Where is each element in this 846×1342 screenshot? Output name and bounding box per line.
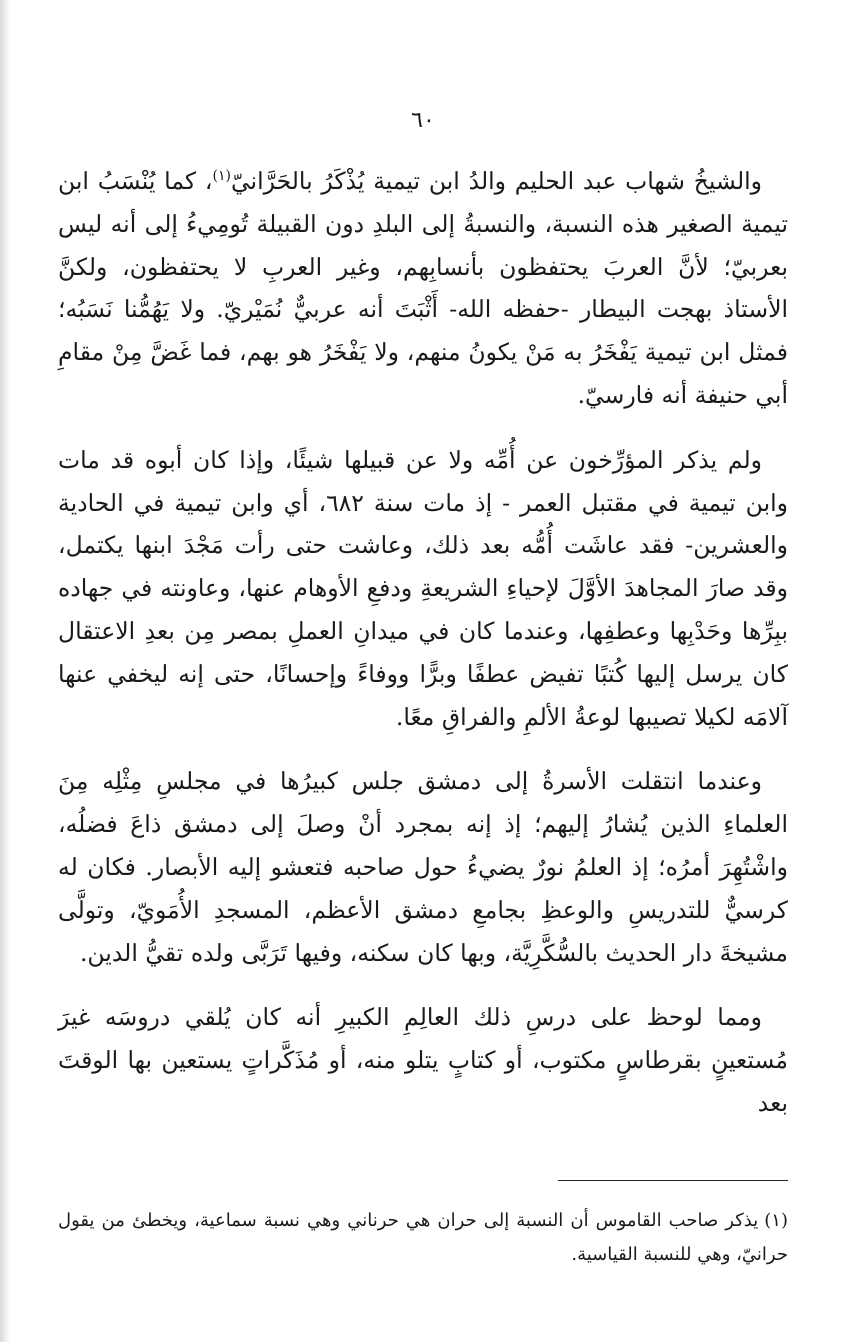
page-number: ٦٠ <box>411 108 435 133</box>
paragraph-1 <box>58 160 788 417</box>
paragraph-2: ولم يذكر المؤرِّخون عن أُمِّه ولا عن قبيلها شيئًا، وإذا كان أبوه قد مات وابن تيمية في مقتبل العمر - إذ مات سنة ٦٨٢، أي وابن تيمية في الحادية والعشرين- فقد عاشَت أُمُّه بعد ذلك، وعاشت حتى رأت مَجْدَ ابنها يكتمل، وقد صارَ المجاهدَ الأوَّلَ لإحياءِ الشريعةِ ودفعِ الأوهام عنها، وعاونته في جهاده ببِرِّها وحَدْبِها وعطفِها، وعندما كان في ميدانِ العملِ بمصر مِن بعدِ الاعتقال كان يرسل إليها كُتبًا تفيض عطفًا وبرًّا ووفاءً وإحسانًا، حتى إنه ليخفي عنها آلامَه لكيلا تصيبها لوعةُ الألمِ والفراقِ معًا. <box>58 445 788 731</box>
footnote-reference: (١) <box>212 168 231 185</box>
paragraph-4: ومما لوحظ على درسِ ذلك العالِمِ الكبيرِ أنه كان يُلقي دروسَه غيرَ مُستعينٍ بقرطاسٍ مكتوب، أو كتابٍ يتلو منه، أو مُذَكَّراتٍ يستعين بها الوقتَ بعد <box>58 1003 788 1117</box>
body-text <box>58 160 788 1147</box>
footnote <box>58 1204 788 1272</box>
footnote-number: (١) <box>764 1210 788 1231</box>
paragraph-3: وعندما انتقلت الأسرةُ إلى دمشق جلس كبيرُها في مجلسِ مِثْلِه مِنَ العلماءِ الذين يُشارُ إليهم؛ إذ إنه بمجرد أنْ وصلَ إلى دمشق ذاعَ فضلُه، واشْتُهِرَ أمرُه؛ إذ العلمُ نورٌ يضيءُ حول صاحبه فتعشو إليه الأبصار. فكان له كرسيٌّ للتدريسِ والوعظِ بجامعِ دمشق الأعظم، المسجدِ الأُمَويّ، وتولَّى مشيخةَ دار الحديث بالسُّكَّرِيَّة، وبها كان سكنه، وفيها تَرَبَّى ولده تقيُّ الدين. <box>58 767 788 967</box>
page-edge-shadow <box>0 0 10 1342</box>
footnote-text: يذكر صاحب القاموس أن النسبة إلى حران هي حرناني وهي نسبة سماعية، ويخطئ من يقول حرانيّ، وهي للنسبة القياسية. <box>58 1210 788 1265</box>
footnote-divider <box>558 1180 788 1181</box>
paragraph-1-text-after-ref: ، كما يُنْسَبُ ابن تيمية الصغير هذه النسبة، والنسبةُ إلى البلدِ دون القبيلة تُومِيءُ إلى أنه ليس بعربيّ؛ لأنَّ العربَ يحتفظون بأنسابِهم، وغير العربِ لا يحتفظون، ولكنَّ الأستاذ بهجت البيطار -حفظه الله- أَثْبَتَ أنه عربيٌّ نُمَيْريّ. ولا يَهُمُّنا نَسَبُه؛ فمثل ابن تيمية يَفْخَرُ به مَنْ يكونُ منهم، ولا يَفْخَرُ هو بهم، فما غَضَّ مِنْ مقامِ أبي حنيفة أنه فارسيّ. <box>58 167 788 409</box>
paragraph-1-text-before-ref: والشيخُ شهاب عبد الحليم والدُ ابن تيمية يُذْكَرُ بالحَرَّانيّ <box>230 167 762 195</box>
